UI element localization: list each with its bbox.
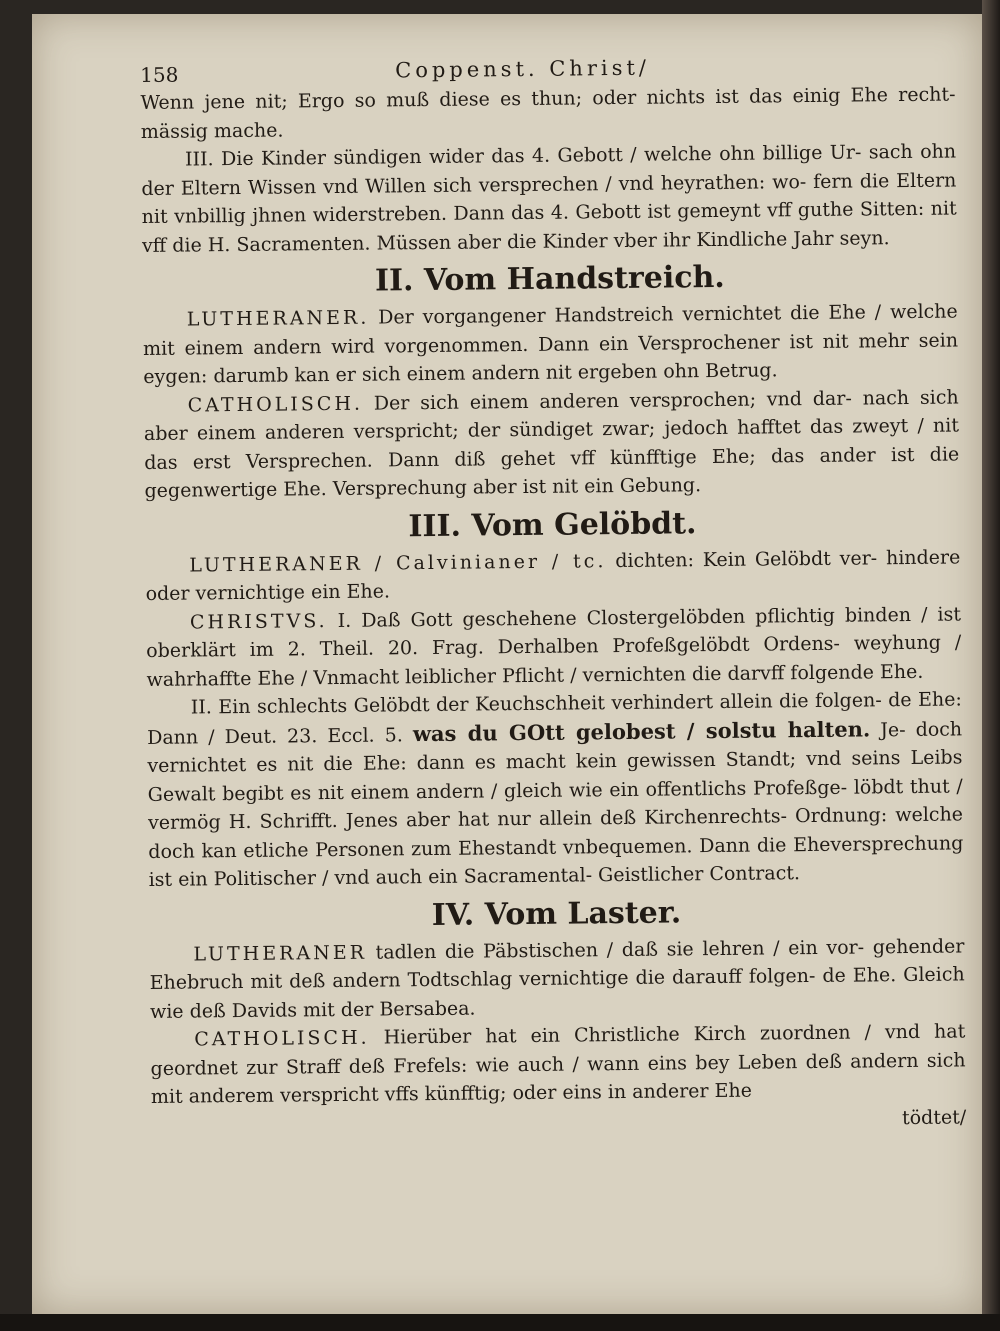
paragraph-text: Der vorgangener Handstreich vernichtet die Ehe / welche mit einem andern wird vorgenommen. Dann ein Versprochener ist nit mehr sein eygen: darumb kan er sich einem andern nit ergeben ohn Betrug. bbox=[142, 300, 959, 388]
paragraph-text: tadlen die Päbstischen / daß sie lehren / ein vor- gehender Ehebruch mit deß andern Todtschlag vernichtige die darauff folgen- de Ehe. Gleich wie deß Davids mit der Bersabea. bbox=[149, 934, 965, 1023]
paragraph-text: Hierüber hat ein Christliche Kirch zuordnen / vnd hat geordnet zur Straff deß Frefels: wie auch / wann eins bey Leben deß andern sich mit anderem verspricht vffs künfftig; oder eins in anderer Ehe bbox=[150, 1020, 966, 1108]
paragraph-lutheraner-gelobdt bbox=[145, 543, 961, 609]
paragraph-vow-chastity bbox=[147, 685, 964, 894]
paragraph-text: II. Ein schlechts Gelöbdt der Keuchschheit verhindert allein die folgen- de Ehe: Dann / Deut. 23. Eccl. 5. bbox=[147, 688, 962, 749]
paragraph-text: Je- doch vernichtet es nit die Ehe: dann es macht kein gewissen Standt; vnd seins Leibs Gewalt begibt es nit einem andern / gleich wie ein offentlichs Profeßge- löbdt thut / vermög H. Schrifft. Jenes aber hat nur allein deß Kirchenrechts- Ordnung: welche doch kan etliche Personen zum Ehestandt vnbequemen. Dann die Eheversprechung ist ein Politischer / vnd auch ein Sacramental- Geistlicher Contract. bbox=[147, 717, 964, 891]
paragraph-lutheraner-laster bbox=[149, 932, 965, 1026]
running-head: Coppenst. Christ/ bbox=[395, 55, 651, 83]
paragraph-catholisch-handstreich bbox=[144, 383, 960, 506]
scan-bottom-edge bbox=[0, 1314, 1000, 1331]
paragraph-lutheraner-handstreich bbox=[143, 297, 959, 391]
speaker-label: LUTHERANER bbox=[193, 941, 368, 965]
section-heading-handstreich: II. Vom Handstreich. bbox=[374, 259, 725, 299]
paragraph-children-commandment: III. Die Kinder sündigen wider das 4. Gebott / welche ohn billige Ur- sach ohn der Eltern Wissen vnd Willen sich versprechen / vnd heyrathen: wo- fern die Eltern nit vnbillig jhnen widerstreben. Dann das 4. Gebott ist gemeynt vff guthe Sitten: nit vff die H. Sacramenten. Müssen aber die Kinder vber ihr Kindliche Jahr seyn. bbox=[141, 140, 957, 257]
paragraph-christus-gelobdt bbox=[146, 600, 962, 694]
page-text-block bbox=[140, 46, 966, 1139]
paragraph-catholisch-laster bbox=[150, 1017, 966, 1111]
speaker-label: CATHOLISCH. bbox=[187, 392, 364, 417]
speaker-label: CATHOLISCH. bbox=[194, 1026, 370, 1051]
page-number: 158 bbox=[140, 62, 179, 87]
speaker-label: LUTHERANER / Calvinianer / tc. bbox=[189, 549, 607, 577]
paragraph-continued: Wenn jene nit; Ergo so muß diese es thun; oder nichts ist das einig Ehe recht- mässig mache. bbox=[140, 83, 956, 143]
section-heading-laster: IV. Vom Laster. bbox=[431, 894, 682, 933]
speaker-label: LUTHERANER. bbox=[186, 306, 370, 331]
book-spine-edge bbox=[982, 0, 1000, 1331]
section-heading-gelobdt: III. Vom Gelöbdt. bbox=[408, 505, 697, 544]
paragraph-text: I. Daß Gott geschehene Clostergelöbden pflichtig binden / ist oberklärt im 2. Theil. 20. Frag. Derhalben Profeßgelöbdt Ordens- weyhung / wahrhaffte Ehe / Vnmacht leiblicher Pflicht / vernichten die darvff folgende Ehe. bbox=[146, 602, 962, 691]
scripture-quote: was du GOtt gelobest / solstu halten. bbox=[412, 715, 871, 746]
paragraph-text: Der sich einem anderen versprochen; vnd dar- nach sich aber einem anderen verspricht; der sündiget zwar; jedoch hafftet das zweyt / nit das erst Versprechen. Dann diß gehet vff künfftige Ehe; das ander ist die gegenwertige Ehe. Versprechung aber ist nit ein Gebung. bbox=[143, 385, 960, 502]
paragraph-text: dichten: Kein Gelöbdt ver- hindere oder vernichtige ein Ehe. bbox=[145, 545, 961, 605]
speaker-label: CHRISTVS. bbox=[189, 609, 328, 634]
catchword: tödtet/ bbox=[901, 1105, 967, 1129]
